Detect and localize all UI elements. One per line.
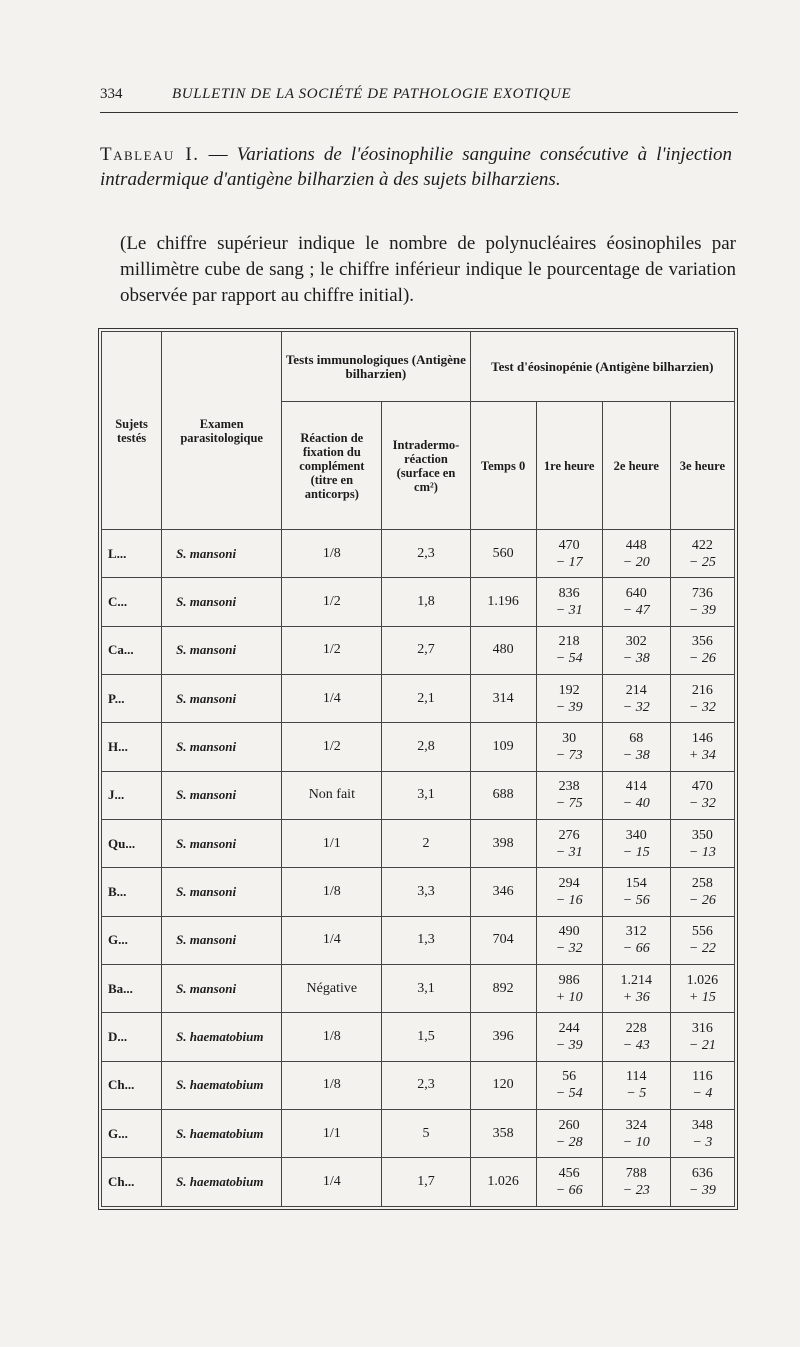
eosinophil-count: 228 — [625, 1021, 647, 1037]
variation-percent: − 73 — [555, 748, 583, 764]
h2-cell — [602, 626, 670, 674]
variation-percent: − 31 — [555, 844, 583, 860]
col-h3: 3e heure — [670, 402, 734, 530]
fixation-cell: 1/4 — [282, 916, 382, 964]
h1-cell — [536, 820, 602, 868]
h1-cell — [536, 723, 602, 771]
eosinophil-count: 414 — [625, 779, 647, 795]
intraderm-cell: 2,8 — [382, 723, 470, 771]
h2-cell — [602, 965, 670, 1013]
fixation-cell: 1/1 — [282, 1110, 382, 1158]
temps0-cell: 120 — [470, 1061, 536, 1109]
examen-cell: S. mansoni — [162, 626, 282, 674]
col-fixation: Réaction de fixation du complément (titre en anticorps) — [282, 402, 382, 530]
examen-cell: S. mansoni — [162, 771, 282, 819]
h1-cell — [536, 1158, 602, 1207]
eosinophil-count: 294 — [558, 876, 580, 892]
col-intraderm: Intradermo-réaction (surface en cm²) — [382, 402, 470, 530]
page-number: 334 — [100, 86, 123, 102]
examen-cell: S. mansoni — [162, 868, 282, 916]
h1-cell — [536, 578, 602, 626]
h2-cell — [602, 1158, 670, 1207]
eosinophil-count: 350 — [691, 827, 713, 843]
h3-cell — [670, 965, 734, 1013]
fixation-cell: 1/8 — [282, 530, 382, 578]
h2-cell — [602, 675, 670, 723]
intraderm-cell: 3,1 — [382, 771, 470, 819]
eosinophil-count: 192 — [558, 682, 580, 698]
group-eosino: Test d'éosinopénie (Antigène bilharzien) — [470, 332, 734, 402]
intraderm-cell: 2 — [382, 820, 470, 868]
temps0-cell: 892 — [470, 965, 536, 1013]
h2-cell — [602, 868, 670, 916]
fixation-cell: Non fait — [282, 771, 382, 819]
variation-percent: − 23 — [622, 1183, 650, 1199]
table-row — [102, 723, 735, 771]
variation-percent: − 26 — [688, 893, 716, 909]
temps0-cell: 480 — [470, 626, 536, 674]
col-h2: 2e heure — [602, 402, 670, 530]
examen-cell: S. mansoni — [162, 723, 282, 771]
h2-cell — [602, 916, 670, 964]
table-row — [102, 530, 735, 578]
h3-cell — [670, 626, 734, 674]
table-frame — [98, 328, 738, 1210]
eosinophil-count: 636 — [691, 1166, 713, 1182]
h1-cell — [536, 1110, 602, 1158]
variation-percent: − 54 — [555, 1086, 583, 1102]
header-rule — [100, 112, 738, 113]
sujet-cell: G... — [102, 916, 162, 964]
variation-percent: − 66 — [622, 941, 650, 957]
sujet-cell: Qu... — [102, 820, 162, 868]
variation-percent: − 43 — [622, 1038, 650, 1054]
variation-percent: − 20 — [622, 554, 650, 570]
fixation-cell: 1/1 — [282, 820, 382, 868]
sujet-cell: H... — [102, 723, 162, 771]
running-header — [100, 86, 732, 108]
eosinophil-count: 348 — [691, 1117, 713, 1133]
eosinophil-count: 56 — [562, 1069, 577, 1085]
temps0-cell: 346 — [470, 868, 536, 916]
intraderm-cell: 3,3 — [382, 868, 470, 916]
eosinophil-count: 324 — [625, 1117, 647, 1133]
h3-cell — [670, 723, 734, 771]
eosinophil-count: 1.214 — [620, 972, 653, 988]
variation-percent: − 38 — [622, 748, 650, 764]
eosinophil-count: 114 — [626, 1069, 647, 1085]
variation-percent: + 15 — [688, 989, 716, 1005]
h3-cell — [670, 1158, 734, 1207]
eosinophil-count: 30 — [562, 731, 577, 747]
h2-cell — [602, 1061, 670, 1109]
variation-percent: − 16 — [555, 893, 583, 909]
h2-cell — [602, 723, 670, 771]
h3-cell — [670, 1013, 734, 1061]
eosinophil-count: 456 — [558, 1166, 580, 1182]
h1-cell — [536, 530, 602, 578]
running-title: BULLETIN DE LA SOCIÉTÉ DE PATHOLOGIE EXOTIQUE — [172, 86, 572, 102]
eosinophil-count: 422 — [691, 537, 713, 553]
eosinophil-count: 470 — [691, 779, 713, 795]
variation-percent: + 34 — [688, 748, 716, 764]
eosinophil-count: 258 — [691, 876, 713, 892]
sujet-cell: G... — [102, 1110, 162, 1158]
table-row — [102, 965, 735, 1013]
h1-cell — [536, 675, 602, 723]
variation-percent: − 32 — [622, 699, 650, 715]
fixation-cell: Négative — [282, 965, 382, 1013]
variation-percent: − 66 — [555, 1183, 583, 1199]
intraderm-cell: 2,7 — [382, 626, 470, 674]
h3-cell — [670, 530, 734, 578]
table-row — [102, 1013, 735, 1061]
sujet-cell: Ba... — [102, 965, 162, 1013]
temps0-cell: 398 — [470, 820, 536, 868]
sujet-cell: Ca... — [102, 626, 162, 674]
variation-percent: − 3 — [692, 1134, 713, 1150]
eosinophil-count: 316 — [691, 1021, 713, 1037]
table-row — [102, 1110, 735, 1158]
eosinophil-count: 556 — [691, 924, 713, 940]
variation-percent: − 15 — [622, 844, 650, 860]
examen-cell: S. haematobium — [162, 1061, 282, 1109]
fixation-cell: 1/2 — [282, 578, 382, 626]
caption-dash: — — [208, 144, 228, 165]
variation-percent: − 39 — [688, 1183, 716, 1199]
variation-percent: − 21 — [688, 1038, 716, 1054]
examen-cell: S. mansoni — [162, 675, 282, 723]
temps0-cell: 109 — [470, 723, 536, 771]
h1-cell — [536, 626, 602, 674]
eosinophil-count: 836 — [558, 586, 580, 602]
h3-cell — [670, 1110, 734, 1158]
temps0-cell: 358 — [470, 1110, 536, 1158]
examen-cell: S. haematobium — [162, 1110, 282, 1158]
variation-percent: − 47 — [622, 603, 650, 619]
eosinophil-count: 238 — [558, 779, 580, 795]
intraderm-cell: 1,7 — [382, 1158, 470, 1207]
variation-percent: − 10 — [622, 1134, 650, 1150]
variation-percent: + 36 — [622, 989, 650, 1005]
intraderm-cell: 1,3 — [382, 916, 470, 964]
note-text: (Le chiffre supérieur indique le nombre de polynucléaires éosinophiles par millimètre cube de sang ; le chiffre inférieur indique le pourcentage de variation observée par rapport au chiffre initial). — [120, 233, 736, 306]
fixation-cell: 1/8 — [282, 1061, 382, 1109]
table-row — [102, 771, 735, 819]
intraderm-cell: 2,1 — [382, 675, 470, 723]
eosinophil-count: 214 — [625, 682, 647, 698]
variation-percent: − 17 — [555, 554, 583, 570]
col-examen: Examen parasitologique — [162, 332, 282, 530]
h2-cell — [602, 578, 670, 626]
sujet-cell: D... — [102, 1013, 162, 1061]
eosinophil-count: 356 — [691, 634, 713, 650]
temps0-cell: 1.196 — [470, 578, 536, 626]
examen-cell: S. mansoni — [162, 530, 282, 578]
eosinophil-count: 146 — [691, 731, 713, 747]
fixation-cell: 1/2 — [282, 626, 382, 674]
sujet-cell: C... — [102, 578, 162, 626]
eosinophil-count: 68 — [629, 731, 644, 747]
intraderm-cell: 3,1 — [382, 965, 470, 1013]
h1-cell — [536, 965, 602, 1013]
temps0-cell: 314 — [470, 675, 536, 723]
sujet-cell: L... — [102, 530, 162, 578]
table-row — [102, 626, 735, 674]
examen-cell: S. haematobium — [162, 1013, 282, 1061]
table-caption — [100, 142, 732, 192]
table-row — [102, 868, 735, 916]
table-row — [102, 578, 735, 626]
eosinophil-count: 470 — [558, 537, 580, 553]
fixation-cell: 1/8 — [282, 868, 382, 916]
examen-cell: S. mansoni — [162, 820, 282, 868]
h2-cell — [602, 530, 670, 578]
sujet-cell: Ch... — [102, 1158, 162, 1207]
table-row — [102, 916, 735, 964]
h3-cell — [670, 675, 734, 723]
variation-percent: − 75 — [555, 796, 583, 812]
table-row — [102, 675, 735, 723]
h3-cell — [670, 578, 734, 626]
variation-percent: − 13 — [688, 844, 716, 860]
col-temps0: Temps 0 — [470, 402, 536, 530]
variation-percent: − 56 — [622, 893, 650, 909]
variation-percent: − 54 — [555, 651, 583, 667]
temps0-cell: 704 — [470, 916, 536, 964]
h2-cell — [602, 1013, 670, 1061]
eosinophil-count: 276 — [558, 827, 580, 843]
examen-cell: S. mansoni — [162, 916, 282, 964]
variation-percent: − 32 — [688, 796, 716, 812]
eosinophil-count: 312 — [625, 924, 647, 940]
h1-cell — [536, 771, 602, 819]
variation-percent: − 32 — [555, 941, 583, 957]
eosinophil-count: 490 — [558, 924, 580, 940]
h3-cell — [670, 771, 734, 819]
examen-cell: S. mansoni — [162, 578, 282, 626]
eosinophil-count: 986 — [558, 972, 580, 988]
h2-cell — [602, 1110, 670, 1158]
eosinophil-count: 448 — [625, 537, 647, 553]
eosinophil-count: 154 — [625, 876, 647, 892]
examen-cell: S. mansoni — [162, 965, 282, 1013]
variation-percent: − 38 — [622, 651, 650, 667]
table-row — [102, 1061, 735, 1109]
sujet-cell: J... — [102, 771, 162, 819]
eosinophil-count: 218 — [558, 634, 580, 650]
temps0-cell: 688 — [470, 771, 536, 819]
table-row — [102, 1158, 735, 1207]
eosinophil-count: 340 — [625, 827, 647, 843]
col-h1: 1re heure — [536, 402, 602, 530]
fixation-cell: 1/4 — [282, 1158, 382, 1207]
h3-cell — [670, 868, 734, 916]
variation-percent: − 5 — [626, 1086, 647, 1102]
intraderm-cell: 1,5 — [382, 1013, 470, 1061]
eosinophil-count: 244 — [558, 1021, 580, 1037]
h3-cell — [670, 1061, 734, 1109]
variation-percent: − 25 — [688, 554, 716, 570]
variation-percent: − 22 — [688, 941, 716, 957]
h3-cell — [670, 916, 734, 964]
eosinophil-count: 260 — [558, 1117, 580, 1133]
temps0-cell: 1.026 — [470, 1158, 536, 1207]
examen-cell: S. haematobium — [162, 1158, 282, 1207]
variation-percent: − 32 — [688, 699, 716, 715]
table-note — [100, 231, 736, 309]
eosinophilia-table — [101, 331, 735, 1207]
eosinophil-count: 788 — [625, 1166, 647, 1182]
temps0-cell: 560 — [470, 530, 536, 578]
fixation-cell: 1/2 — [282, 723, 382, 771]
variation-percent: − 4 — [692, 1086, 713, 1102]
variation-percent: − 39 — [555, 1038, 583, 1054]
eosinophil-count: 116 — [692, 1069, 713, 1085]
table-title: Variations de l'éosinophilie sanguine consécutive à l'injection intradermique d'antigène bilharzien à des sujets bilharziens. — [100, 144, 733, 190]
variation-percent: − 40 — [622, 796, 650, 812]
eosinophil-count: 640 — [625, 586, 647, 602]
variation-percent: − 28 — [555, 1134, 583, 1150]
eosinophil-count: 302 — [625, 634, 647, 650]
h2-cell — [602, 771, 670, 819]
temps0-cell: 396 — [470, 1013, 536, 1061]
variation-percent: − 39 — [688, 603, 716, 619]
intraderm-cell: 1,8 — [382, 578, 470, 626]
eosinophil-count: 1.026 — [686, 972, 719, 988]
col-sujets: Sujets testés — [102, 332, 162, 530]
group-immuno: Tests immunologiques (Antigène bilharzien) — [282, 332, 470, 402]
table-row — [102, 820, 735, 868]
variation-percent: − 26 — [688, 651, 716, 667]
h1-cell — [536, 868, 602, 916]
h1-cell — [536, 1013, 602, 1061]
variation-percent: + 10 — [555, 989, 583, 1005]
table-body — [102, 530, 735, 1207]
h1-cell — [536, 1061, 602, 1109]
intraderm-cell: 2,3 — [382, 530, 470, 578]
sujet-cell: B... — [102, 868, 162, 916]
intraderm-cell: 2,3 — [382, 1061, 470, 1109]
h2-cell — [602, 820, 670, 868]
eosinophil-count: 216 — [691, 682, 713, 698]
fixation-cell: 1/4 — [282, 675, 382, 723]
table-label: Tableau I. — [100, 144, 200, 165]
fixation-cell: 1/8 — [282, 1013, 382, 1061]
variation-percent: − 39 — [555, 699, 583, 715]
h1-cell — [536, 916, 602, 964]
eosinophil-count: 736 — [691, 586, 713, 602]
sujet-cell: Ch... — [102, 1061, 162, 1109]
intraderm-cell: 5 — [382, 1110, 470, 1158]
sujet-cell: P... — [102, 675, 162, 723]
variation-percent: − 31 — [555, 603, 583, 619]
h3-cell — [670, 820, 734, 868]
